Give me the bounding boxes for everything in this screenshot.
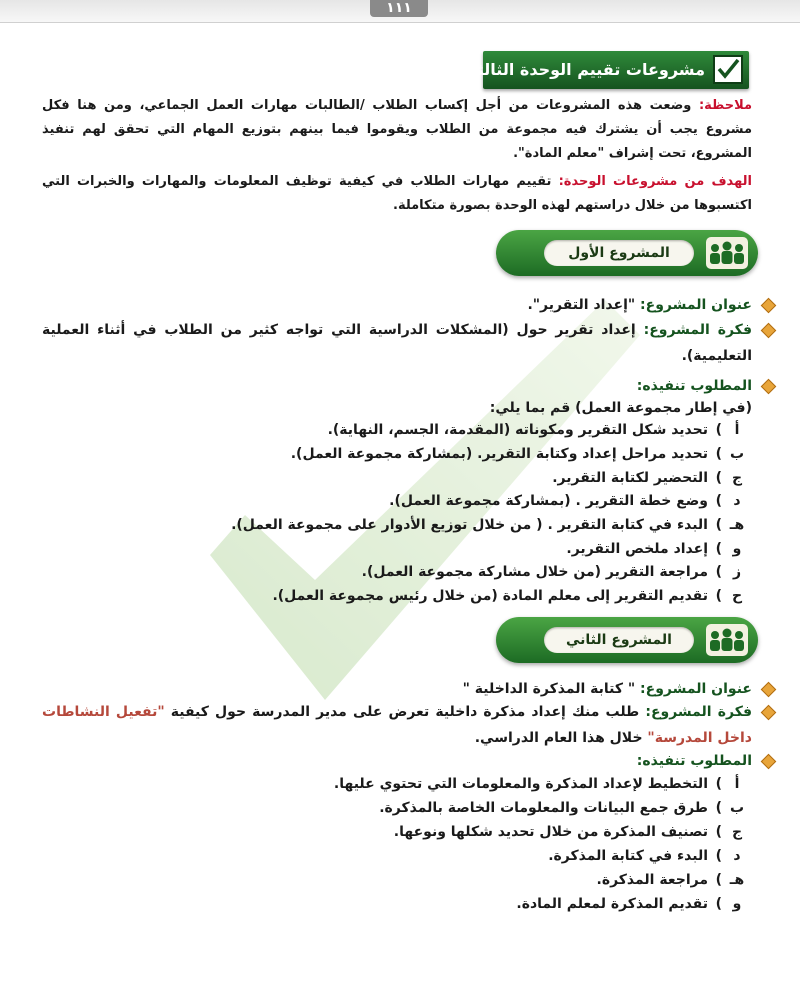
project2-title-row xyxy=(42,678,752,700)
group-people-icon xyxy=(706,237,748,269)
list-item: د)وضع خطة التقرير . (بمشاركة مجموعة العمل). xyxy=(389,493,741,509)
note-paragraph xyxy=(42,94,752,166)
list-item: ب)تحديد مراحل إعداد وكتابة التقرير. (بمشاركة مجموعة العمل). xyxy=(290,446,745,462)
diamond-bullet-icon xyxy=(761,754,777,770)
project1-required-row xyxy=(42,375,752,397)
project1-idea-label: فكرة المشروع: xyxy=(643,322,752,338)
project1-header xyxy=(496,230,758,276)
diamond-bullet-icon xyxy=(761,682,777,698)
list-item: هـ)مراجعة المذكرة. xyxy=(596,872,745,888)
project2-required-label: المطلوب تنفيذه: xyxy=(636,753,752,769)
diamond-bullet-icon xyxy=(761,379,777,395)
list-item: ح)تقديم التقرير إلى معلم المادة (من خلال رئيس مجموعة العمل). xyxy=(272,588,743,604)
project2-idea-label: فكرة المشروع: xyxy=(645,704,753,720)
list-item: و)إعداد ملخص التقرير. xyxy=(566,541,742,557)
project2-idea-highlight: "تفعيل النشاطات داخل المدرسة" xyxy=(42,704,752,746)
unit-header xyxy=(468,51,749,89)
project1-required-label: المطلوب تنفيذه: xyxy=(636,378,752,394)
project2-title-label: عنوان المشروع: xyxy=(640,681,752,697)
page-number: ١١١ xyxy=(370,0,428,17)
list-item: ز)مراجعة التقرير (من خلال مشاركة مجموعة العمل). xyxy=(361,564,742,580)
project1-idea-value: إعداد تقرير حول (المشكلات الدراسية التي تواجه كثير من الطلاب في أثناء العملية التعليمية). xyxy=(42,322,752,364)
project1-required-intro: (في إطار مجموعة العمل) قم بما يلي: xyxy=(489,400,752,416)
project1-title-value: "إعداد التقرير". xyxy=(527,297,641,313)
goal-paragraph xyxy=(42,170,752,218)
group-people-icon xyxy=(706,624,748,656)
project1-title-label: عنوان المشروع: xyxy=(640,297,752,313)
project2-required-row xyxy=(42,750,752,772)
list-item: ج)التحضير لكتابة التقرير. xyxy=(552,470,743,486)
list-item: هـ)البدء في كتابة التقرير . ( من خلال توزيع الأدوار على مجموعة العمل). xyxy=(231,517,745,533)
diamond-bullet-icon xyxy=(761,298,777,314)
list-item: أ)التخطيط لإعداد المذكرة والمعلومات التي تحتوي عليها. xyxy=(333,776,740,792)
list-item: ج)تصنيف المذكرة من خلال تحديد شكلها ونوعها. xyxy=(393,824,743,840)
project2-idea-value: طلب منك إعداد مذكرة داخلية تعرض على مدير المدرسة حول كيفية xyxy=(164,704,646,720)
project1-idea-row xyxy=(42,317,752,369)
project2-title: المشروع الثاني xyxy=(544,627,694,653)
project2-idea-row xyxy=(42,699,752,751)
project2-header xyxy=(496,617,758,663)
checkbox-icon xyxy=(713,55,743,84)
project1-title-row xyxy=(42,294,752,316)
goal-label: الهدف من مشروعات الوحدة: xyxy=(558,174,752,189)
project2-idea-value-end: خلال هذا العام الدراسي. xyxy=(474,730,648,746)
goal-text: تقييم مهارات الطلاب في كيفية توظيف المعلومات والمهارات والخبرات التي اكتسبوها من خلال دراستهم لهذه الوحدة بصورة متكاملة. xyxy=(42,174,752,213)
unit-title: مشروعات تقييم الوحدة الثالثة xyxy=(468,60,705,79)
list-item: ب)طرق جمع البيانات والمعلومات الخاصة بالمذكرة. xyxy=(379,800,745,816)
project2-title-value: " كتابة المذكرة الداخلية " xyxy=(462,681,641,697)
diamond-bullet-icon xyxy=(761,323,777,339)
list-item: د)البدء في كتابة المذكرة. xyxy=(548,848,741,864)
list-item: أ)تحديد شكل التقرير ومكوناته (المقدمة، الجسم، النهاية). xyxy=(327,422,740,438)
list-item: و)تقديم المذكرة لمعلم المادة. xyxy=(516,896,742,912)
diamond-bullet-icon xyxy=(761,705,777,721)
note-label: ملاحظة: xyxy=(698,98,752,113)
project1-title: المشروع الأول xyxy=(544,240,694,266)
note-text: وضعت هذه المشروعات من أجل إكساب الطلاب /الطالبات مهارات العمل الجماعي، ومن هنا فكل مشروع يجب أن يشترك فيه مجموعة من الطلاب ويقوموا فيما بينهم بتوزيع المهام التي تحقق لهم تنفيذ المشروع، تحت إشراف "معلم المادة". xyxy=(42,98,752,161)
